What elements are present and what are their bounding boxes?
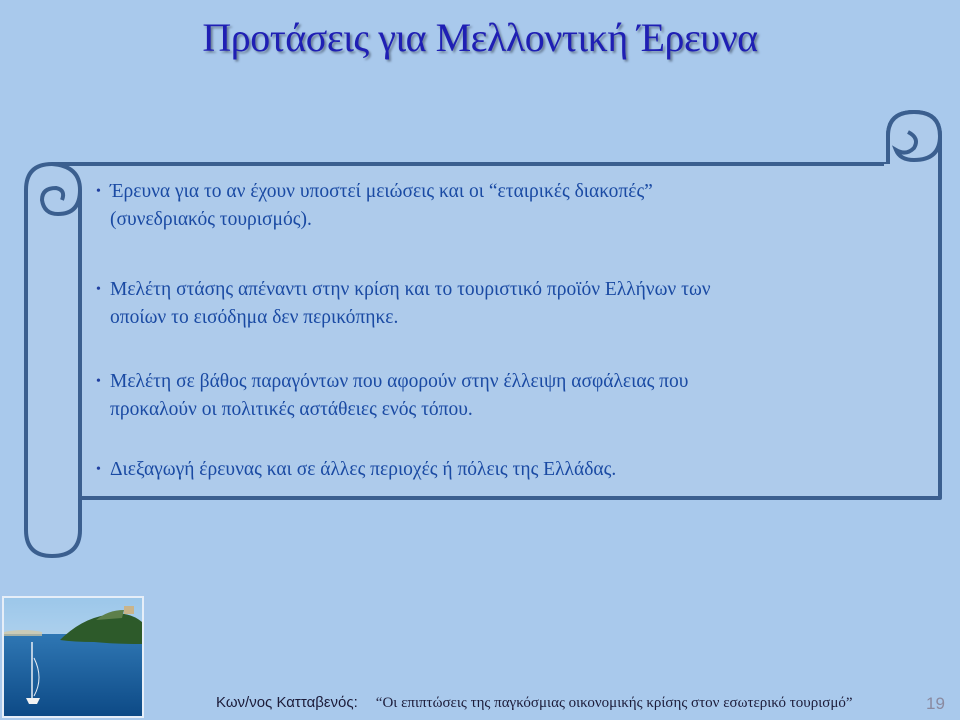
bullet-marker: •	[96, 184, 101, 199]
bullet-marker: •	[96, 374, 101, 389]
bullet-item	[96, 178, 906, 234]
bullet-text-line2: οποίων το εισόδημα δεν περικόπηκε.	[110, 307, 399, 328]
bullet-item	[96, 368, 906, 424]
bullet-text-line1: Μελέτη σε βάθος παραγόντων που αφορούν στην έλλειψη ασφάλειας που	[110, 371, 689, 392]
bullet-text-line2: προκαλούν οι πολιτικές αστάθειες ενός τόπου.	[110, 399, 473, 420]
footer-title: “Οι επιπτώσεις της παγκόσμιας οικονομικής κρίσης στον εσωτερικό τουρισμό”	[375, 695, 853, 711]
bullet-text-line1: Μελέτη στάσης απέναντι στην κρίση και το τουριστικό προϊόν Ελλήνων των	[110, 279, 711, 300]
bullet-text-line1: Έρευνα για το αν έχουν υποστεί μειώσεις και οι “εταιρικές διακοπές”	[110, 181, 653, 202]
page-number: 19	[926, 694, 945, 713]
bullet-text-line1: Διεξαγωγή έρευνας και σε άλλες περιοχές ή πόλεις της Ελλάδας.	[110, 459, 617, 480]
bullet-marker: •	[96, 462, 101, 477]
slide-footer	[216, 694, 853, 712]
footer-author: Κων/νος Κατταβενός:	[216, 694, 358, 711]
bullet-marker: •	[96, 282, 101, 297]
slide-title: Προτάσεις για Μελλοντική Έρευνα	[202, 15, 758, 60]
coastline-photo	[2, 596, 144, 718]
bullet-item	[96, 276, 906, 332]
bullet-text-line2: (συνεδριακός τουρισμός).	[110, 209, 312, 230]
bullet-item	[96, 456, 906, 484]
